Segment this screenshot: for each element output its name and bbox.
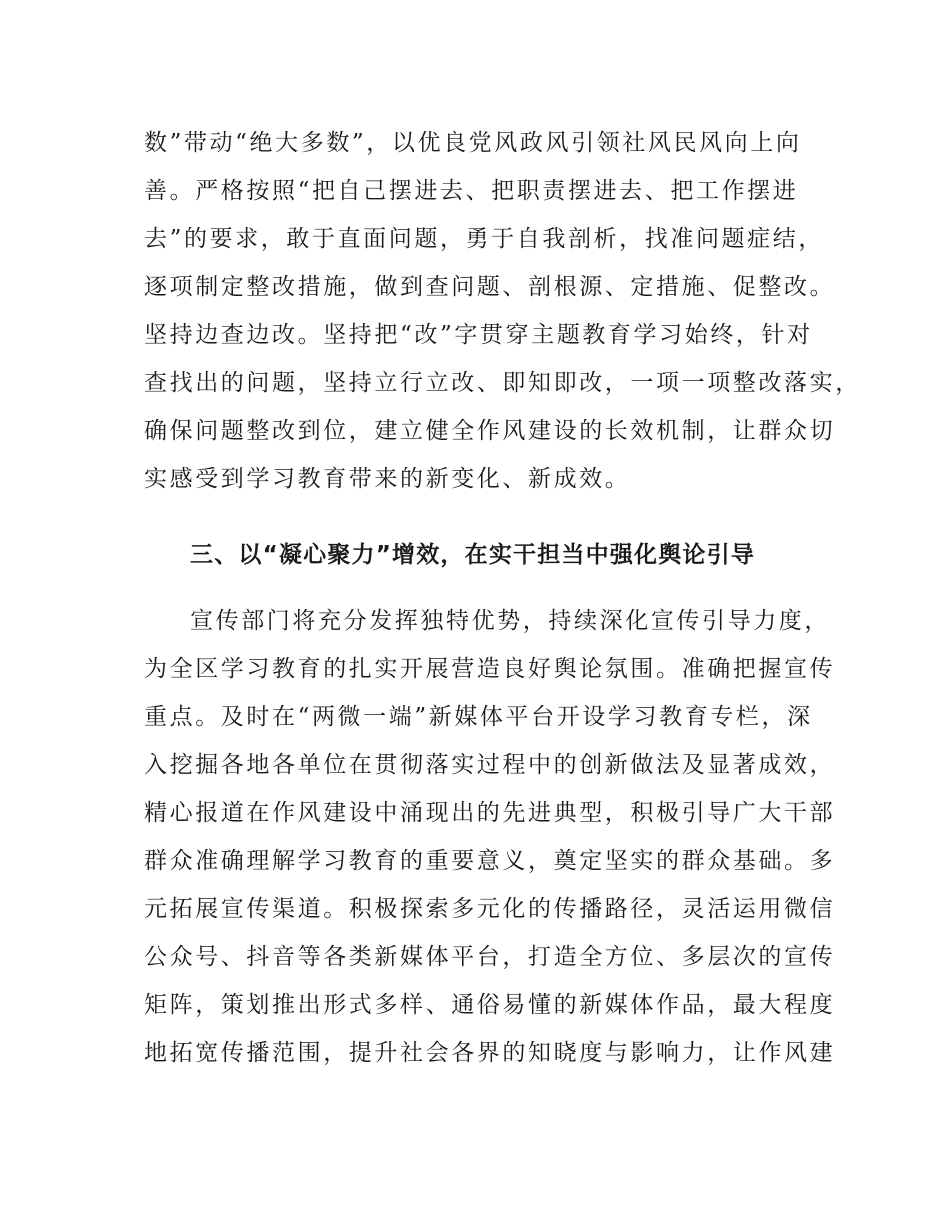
text-line: 逐项制定整改措施，做到查问题、剖根源、定措施、促整改。 bbox=[144, 274, 836, 300]
text-line: 元拓展宣传渠道。积极探索多元化的传播路径，灵活运用微信 bbox=[144, 896, 836, 922]
text-line: 确保问题整改到位，建立健全作风建设的长效机制，让群众切 bbox=[144, 418, 836, 444]
text-line: 入挖掘各地各单位在贯彻落实过程中的创新做法及显著成效， bbox=[144, 752, 836, 778]
text-line: 精心报道在作风建设中涌现出的先进典型，积极引导广大干部 bbox=[144, 800, 836, 826]
text-line: 公众号、抖音等各类新媒体平台，打造全方位、多层次的宣传 bbox=[144, 944, 836, 970]
text-line: 群众准确理解学习教育的重要意义，奠定坚实的群众基础。多 bbox=[144, 848, 836, 874]
text-line: 宣传部门将充分发挥独特优势，持续深化宣传引导力度， bbox=[190, 608, 830, 634]
text-line: 实感受到学习教育带来的新变化、新成效。 bbox=[144, 466, 631, 492]
text-line: 重点。及时在“两微一端”新媒体平台开设学习教育专栏，深 bbox=[144, 704, 813, 730]
section-heading: 三、以“凝心聚力”增效，在实干担当中强化舆论引导 bbox=[190, 542, 756, 568]
text-line: 地拓宽传播范围，提升社会各界的知晓度与影响力，让作风建 bbox=[144, 1040, 836, 1066]
text-line: 矩阵，策划推出形式多样、通俗易懂的新媒体作品，最大程度 bbox=[144, 992, 836, 1018]
text-line: 去”的要求，敢于直面问题，勇于自我剖析，找准问题症结， bbox=[144, 226, 824, 252]
text-line: 为全区学习教育的扎实开展营造良好舆论氛围。准确把握宣传 bbox=[144, 656, 836, 682]
text-line: 善。严格按照“把自己摆进去、把职责摆进去、把工作摆进 bbox=[144, 178, 799, 204]
text-line: 坚持边查边改。坚持把“改”字贯穿主题教育学习始终，针对 bbox=[144, 322, 813, 348]
text-line: 数”带动“绝大多数”，以优良党风政风引领社风民风向上向 bbox=[144, 130, 802, 156]
text-line: 查找出的问题，坚持立行立改、即知即改，一项一项整改落实， bbox=[144, 370, 861, 396]
